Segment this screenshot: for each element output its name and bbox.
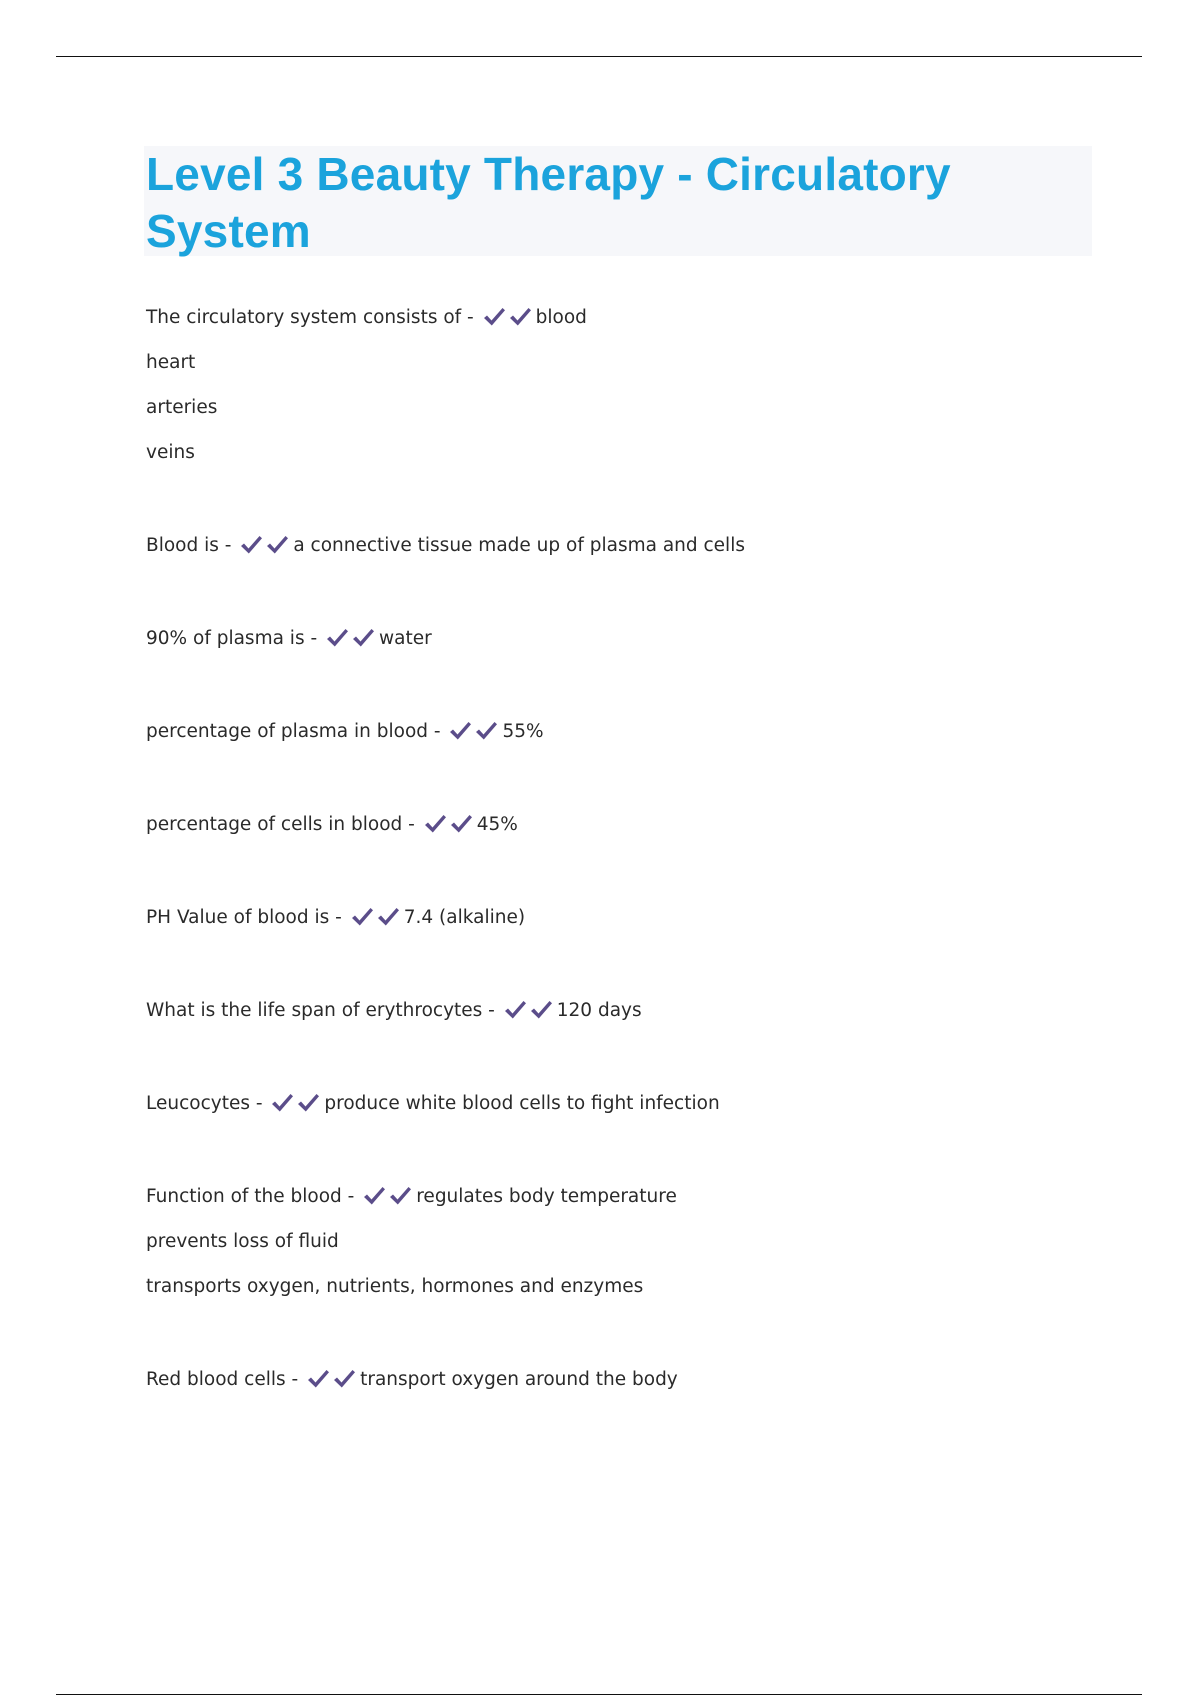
answer-marker <box>362 1185 414 1209</box>
answer-text: 55% <box>502 721 544 742</box>
qa-item <box>146 306 587 330</box>
checkmark-icon <box>376 906 402 930</box>
answer-marker <box>325 627 377 651</box>
answer-text: transport oxygen around the body <box>360 1369 678 1390</box>
qa-item <box>146 1368 678 1392</box>
question-text: What is the life span of erythrocytes - <box>146 1000 495 1021</box>
answer-text: 7.4 (alkaline) <box>403 907 526 928</box>
question-text: Red blood cells - <box>146 1369 299 1390</box>
answer-text: produce white blood cells to fight infection <box>324 1093 720 1114</box>
answer-continuation: transports oxygen, nutrients, hormones and enzymes <box>146 1276 644 1297</box>
qa-item <box>146 1185 677 1209</box>
question-text: PH Value of blood is - <box>146 907 342 928</box>
checkmark-icon <box>239 534 265 558</box>
answer-marker <box>239 534 291 558</box>
checkmark-icon <box>270 1092 296 1116</box>
qa-item <box>146 627 432 651</box>
qa-item <box>146 999 642 1023</box>
checkmark-icon <box>362 1185 388 1209</box>
checkmark-icon <box>265 534 291 558</box>
checkmark-icon <box>388 1185 414 1209</box>
answer-text: 45% <box>476 814 518 835</box>
qa-item <box>146 534 745 558</box>
question-text: Function of the blood - <box>146 1186 355 1207</box>
checkmark-icon <box>325 627 351 651</box>
answer-continuation: prevents loss of fluid <box>146 1231 339 1252</box>
answer-marker <box>270 1092 322 1116</box>
qa-item <box>146 906 525 930</box>
title-block <box>144 146 1092 256</box>
answer-marker <box>350 906 402 930</box>
checkmark-icon <box>448 720 474 744</box>
footer-rule <box>56 1694 1142 1695</box>
answer-marker <box>448 720 500 744</box>
question-text: The circulatory system consists of - <box>146 307 474 328</box>
question-text: Blood is - <box>146 535 232 556</box>
checkmark-icon <box>449 813 475 837</box>
checkmark-icon <box>296 1092 322 1116</box>
checkmark-icon <box>332 1368 358 1392</box>
qa-item <box>146 813 518 837</box>
answer-text: blood <box>535 307 587 328</box>
checkmark-icon <box>529 999 555 1023</box>
answer-marker <box>306 1368 358 1392</box>
answer-text: water <box>379 628 432 649</box>
answer-marker <box>503 999 555 1023</box>
answer-text: a connective tissue made up of plasma and cells <box>293 535 745 556</box>
checkmark-icon <box>351 627 377 651</box>
answer-marker <box>423 813 475 837</box>
question-text: percentage of cells in blood - <box>146 814 415 835</box>
checkmark-icon <box>350 906 376 930</box>
answer-continuation: veins <box>146 442 195 463</box>
checkmark-icon <box>482 306 508 330</box>
checkmark-icon <box>508 306 534 330</box>
checkmark-icon <box>306 1368 332 1392</box>
header-rule <box>56 56 1142 57</box>
answer-marker <box>482 306 534 330</box>
answer-continuation: arteries <box>146 397 218 418</box>
checkmark-icon <box>474 720 500 744</box>
document-title: Level 3 Beauty Therapy - Circulatory System <box>146 148 951 257</box>
checkmark-icon <box>423 813 449 837</box>
question-text: 90% of plasma is - <box>146 628 318 649</box>
qa-item <box>146 1092 720 1116</box>
question-text: percentage of plasma in blood - <box>146 721 441 742</box>
answer-text: 120 days <box>556 1000 642 1021</box>
checkmark-icon <box>503 999 529 1023</box>
answer-continuation: heart <box>146 352 196 373</box>
qa-item <box>146 720 544 744</box>
answer-text: regulates body temperature <box>416 1186 677 1207</box>
question-text: Leucocytes - <box>146 1093 263 1114</box>
